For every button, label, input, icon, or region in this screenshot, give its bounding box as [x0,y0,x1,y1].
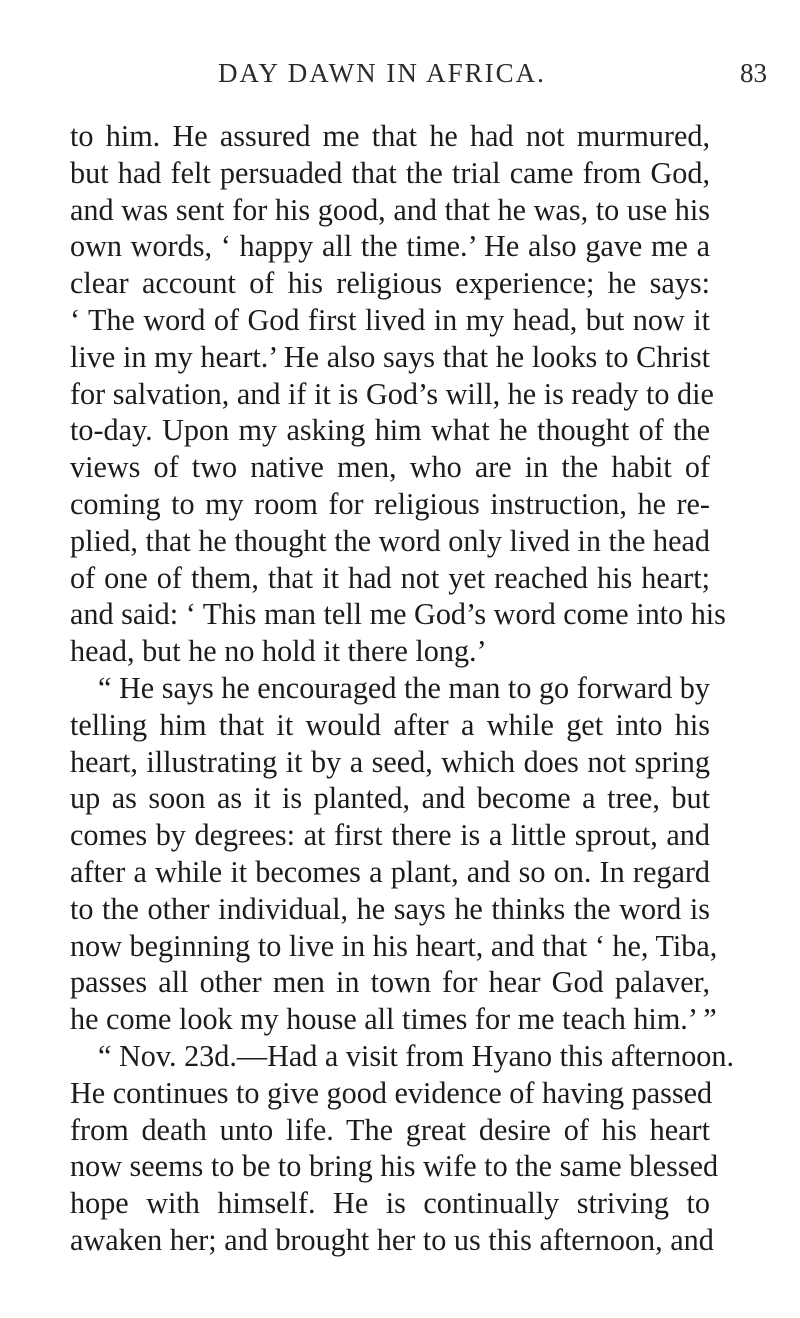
text-line: from death unto life. The great desire of his heart [70,1112,710,1147]
text-line: awaken her; and brought her to us this afternoon, and [70,1222,714,1257]
text-line: comes by degrees: at first there is a little sprout, and [70,818,710,853]
text-line: to the other individual, he says he thinks the word is [70,891,710,926]
text-line: clear account of his religious experience; he says: [70,266,710,301]
text-line: coming to my room for religious instruction, he re- [70,486,710,521]
text-line: up as soon as it is planted, and become a tree, but [70,781,710,816]
text-line: views of two native men, who are in the habit of [70,450,710,485]
text-line: live in my heart.’ He also says that he looks to Christ [70,339,710,374]
text-line: but had felt persuaded that the trial came from God, [70,155,710,190]
text-line: own words, ‘ happy all the time.’ He also gave me a [70,229,710,264]
text-line: and was sent for his good, and that he was, to use his [70,192,710,227]
text-line: of one of them, that it had not yet reached his heart; [70,560,710,595]
text-line: to-day. Upon my asking him what he thought of the [70,413,710,448]
running-header [70,58,800,98]
text-line: he come look my house all times for me teach him.’ ” [70,1002,717,1037]
text-line: telling him that it would after a while get into his [70,707,710,742]
text-line: plied, that he thought the word only lived in the head [70,523,710,558]
text-line: He continues to give good evidence of having passed [70,1075,713,1110]
text-line: hope with himself. He is continually striving to [70,1186,710,1221]
text-line: passes all other men in town for hear God palaver, [70,965,710,1000]
text-line: “ Nov. 23d.—Had a visit from Hyano this afternoon. [98,1038,735,1073]
text-line: after a while it becomes a plant, and so on. In regard [70,854,710,889]
text-line: to him. He assured me that he had not murmured, [70,119,710,153]
text-line: and said: ‘ This man tell me God’s word come into his [70,597,726,632]
page-number: 83 [740,58,767,88]
text-line: ‘ The word of God first lived in my head, but now it [70,302,710,337]
running-title: DAY DAWN IN AFRICA. [218,58,546,88]
text-line: now beginning to live in his heart, and that ‘ he, Tiba, [70,928,718,963]
text-line: now seems to be to bring his wife to the same blessed [70,1149,719,1184]
text-line: head, but he no hold it there long.’ [70,634,487,669]
text-line: “ He says he encouraged the man to go forward by [98,670,710,705]
text-line: heart, illustrating it by a seed, which does not spring [70,744,710,779]
text-line: for salvation, and if it is God’s will, he is ready to die [70,376,714,411]
body-text [70,118,735,1259]
